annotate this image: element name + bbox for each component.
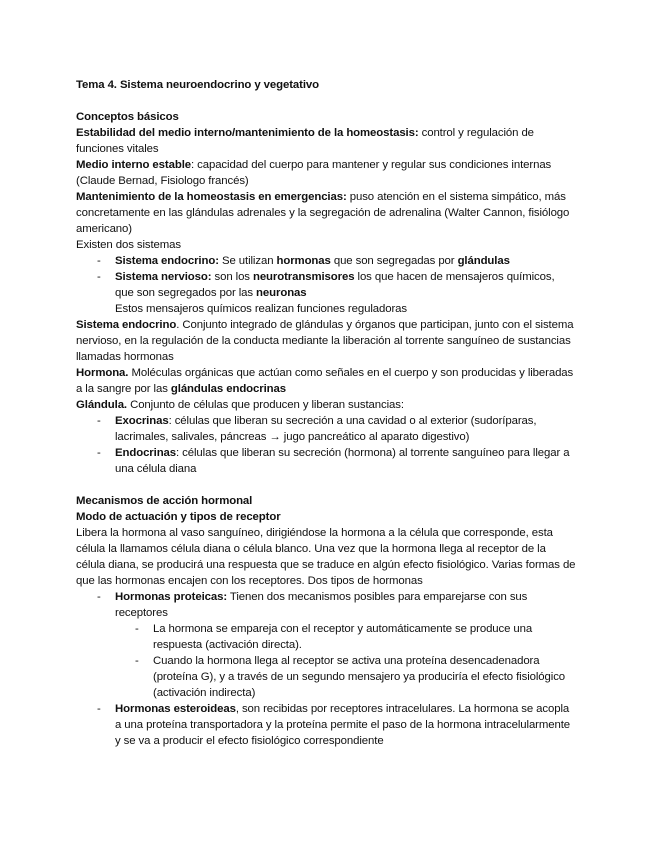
sublist-item-activacion-directa: - La hormona se empareja con el receptor y automáticamente se produce una respuesta (activación directa).	[115, 621, 576, 653]
document-page	[76, 77, 576, 749]
paragraph-homeostasis: Estabilidad del medio interno/mantenimiento de la homeostasis: control y regulación de funciones vitales	[76, 127, 534, 155]
list-glandulas	[76, 413, 576, 477]
paragraph-emergencias: Mantenimiento de la homeostasis en emergencias: puso atención en el sistema simpático, más concretamente en las glándulas adrenales y la segregación de adrenalina (Walter Cannon, fisiólogo americano)	[76, 191, 570, 235]
paragraph-glandula: Glándula. Conjunto de células que producen y liberan sustancias:	[76, 399, 404, 411]
paragraph-libera-hormona: Libera la hormona al vaso sanguíneo, dirigiéndose la hormona a la célula que corresponde, esta célula la llamamos célula diana o célula blanco. Una vez que la hormona llega al receptor de la célula diana, se producirá una respuesta que se traduce en algún efecto fisiológico. Varias formas de que las hormonas encajen con los receptores. Dos tipos de hormonas	[76, 527, 576, 587]
list-item-sistema-nervioso: - Sistema nervioso: son los neurotransmisores los que hacen de mensajeros químicos, que son segregados por las neuronas	[76, 269, 576, 301]
sublist-item-activacion-indirecta: - Cuando la hormona llega al receptor se activa una proteína desencadenadora (proteína G), y a través de un segundo mensajero ya produciría el efecto fisiológico (activación indirecta)	[115, 653, 576, 701]
paragraph-medio-interno: Medio interno estable: capacidad del cuerpo para mantener y regular sus condiciones internas (Claude Bernad, Fisiologo francés)	[76, 159, 552, 187]
sublist-mecanismos	[115, 621, 576, 701]
list-item-hormonas-proteicas: - Hormonas proteicas: Tienen dos mecanismos posibles para emparejarse con sus receptores - La hormona se empareja con el receptor y automáticamente se produce una respuesta (activación directa). - Cuando la hormona llega al receptor se activa una proteína desencadenadora (proteína G), y a través de un segundo mensajero ya produciría el efecto fisiológico (activación indirecta)	[76, 589, 576, 701]
list-item-sistema-endocrino: - Sistema endocrino: Se utilizan hormonas que son segregadas por glándulas	[76, 253, 576, 269]
list-sistemas	[76, 253, 576, 301]
list-item-endocrinas: - Endocrinas: células que liberan su secreción (hormona) al torrente sanguíneo para llegar a una célula diana	[76, 445, 576, 477]
paragraph-hormona: Hormona. Moléculas orgánicas que actúan como señales en el cuerpo y son producidas y liberadas a la sangre por las glándulas endocrinas	[76, 367, 574, 395]
spacer	[76, 477, 576, 493]
spacer	[76, 93, 576, 109]
list-item-exocrinas: - Exocrinas: células que liberan su secreción a una cavidad o al exterior (sudoríparas, lacrimales, salivales, páncreas → jugo pancreático al aparato digestivo)	[76, 413, 576, 445]
list-item-hormonas-esteroideas: - Hormonas esteroideas, son recibidas por receptores intracelulares. La hormona se acopla a una proteína transportadora y la proteína permite el paso de la hormona intracelularmente y se va a producir el efecto fisiológico correspondiente	[76, 701, 576, 749]
list-tipos-hormonas	[76, 589, 576, 749]
subsection-heading-modo: Modo de actuación y tipos de receptor	[76, 511, 281, 523]
list-continuation-text: Estos mensajeros químicos realizan funciones reguladoras	[115, 303, 407, 315]
paragraph-sistema-endocrino: Sistema endocrino. Conjunto integrado de glándulas y órganos que participan, junto con el sistema nervioso, en la regulación de la conducta mediante la liberación al torrente sanguíneo de sustancias llamadas hormonas	[76, 319, 574, 363]
paragraph-dos-sistemas: Existen dos sistemas	[76, 239, 181, 251]
section-heading-conceptos: Conceptos básicos	[76, 111, 179, 123]
section-heading-mecanismos: Mecanismos de acción hormonal	[76, 495, 253, 507]
document-title: Tema 4. Sistema neuroendocrino y vegetativo	[76, 79, 319, 91]
